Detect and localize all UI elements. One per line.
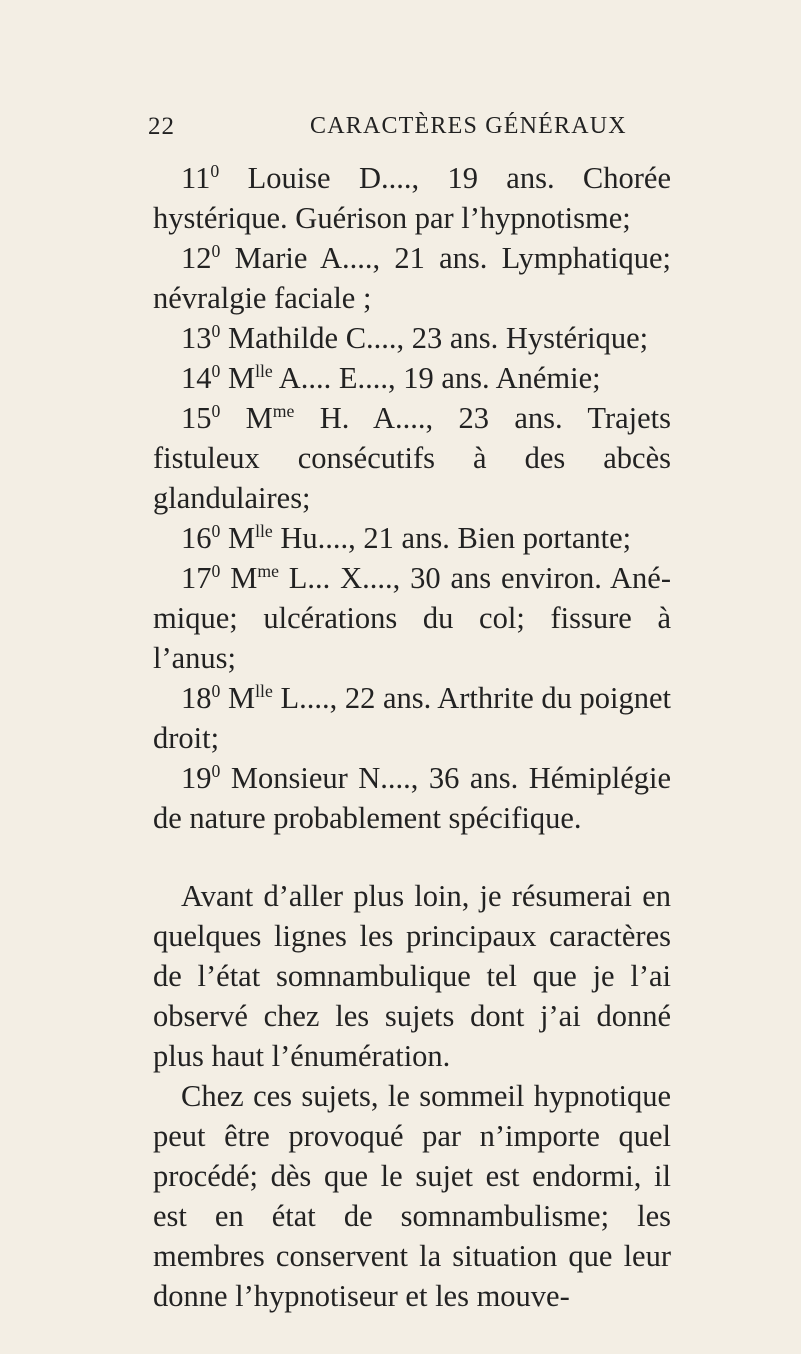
running-title: CARACTÈRES GÉNÉRAUX: [310, 113, 627, 139]
case-text: Marie A...., 21 ans. Lymphatique; névralgie faciale ;: [153, 241, 671, 315]
case-number: 12: [181, 241, 212, 275]
case-title: lle: [255, 361, 273, 382]
case-title: lle: [255, 681, 273, 702]
case-text: Louise D...., 19 ans. Chorée hystérique. Guérison par l’hypnotisme;: [153, 161, 671, 235]
case-title: lle: [255, 521, 273, 542]
case-text: Hu...., 21 ans. Bien portante;: [280, 521, 632, 555]
case-text: A.... E...., 19 ans. Anémie;: [278, 361, 601, 395]
case-number: 13: [181, 321, 212, 355]
case-text: Monsieur N...., 36 ans. Hémiplégie de nature probablement spécifique.: [153, 761, 672, 835]
case-text: L... X...., 30 ans environ. Anémique; ulcérations du col; fissure à l’anus;: [153, 561, 671, 675]
case-number: 11: [181, 161, 211, 195]
case-13: $13^0$ Mathilde C...., 23 ans. Hystérique;: [181, 321, 649, 355]
case-title: me: [272, 401, 295, 422]
paragraph-gap: [153, 838, 671, 876]
case-number: 17: [181, 561, 212, 595]
page-body: [153, 158, 671, 1316]
case-number: 16: [181, 521, 212, 555]
case-text: H. A...., 23 ans. Trajets fistuleux consécutifs à des abcès glandulaires;: [153, 401, 671, 515]
page-header: [0, 113, 801, 147]
case-text: L...., 22 ans. Arthrite du poignet droit;: [153, 681, 672, 755]
page-number: 22: [148, 113, 175, 140]
paragraph: Chez ces sujets, le sommeil hypnotique peut être provoqué par n’importe quel procédé; dès que le sujet est endormi, il est en état de somnambulisme; les membres conservent la situation que leur donne l’hypnotiseur et les mouve-: [153, 1079, 671, 1313]
case-number: 19: [181, 761, 212, 795]
case-14: $14^0$ $M^{lle}$ A.... E...., 19 ans. Anémie;: [181, 361, 601, 395]
case-12: $12^0$ Marie A...., 21 ans. Lymphatique; névralgie faciale ;: [153, 241, 671, 315]
case-19: $19^0$ Monsieur N...., 36 ans. Hémiplégie de nature probablement spécifique.: [153, 761, 672, 835]
case-text: Mathilde C...., 23 ans. Hystérique;: [227, 321, 649, 355]
case-15: $15^0$ $M^{me}$ H. A...., 23 ans. Trajets fistuleux consécutifs à des abcès glandulaires;: [153, 401, 671, 515]
case-16: $16^0$ $M^{lle}$ Hu...., 21 ans. Bien portante;: [181, 521, 632, 555]
case-number: 14: [181, 361, 212, 395]
case-number: 15: [181, 401, 212, 435]
case-17: $17^0$ $M^{me}$ L... X...., 30 ans environ. Anémique; ulcérations du col; fissure à l’anus;: [153, 561, 671, 675]
paragraph: Avant d’aller plus loin, je résumerai en quelques lignes les principaux caractères de l’état somnambulique tel que je l’ai observé chez les sujets dont j’ai donné plus haut l’énumération.: [153, 879, 671, 1073]
case-number: 18: [181, 681, 212, 715]
case-title: me: [257, 561, 279, 582]
case-11: $11^0$ Louise D...., 19 ans. Chorée hystérique. Guérison par l’hypnotisme;: [153, 161, 671, 235]
case-18: $18^0$ $M^{lle}$ L...., 22 ans. Arthrite du poignet droit;: [153, 681, 672, 755]
